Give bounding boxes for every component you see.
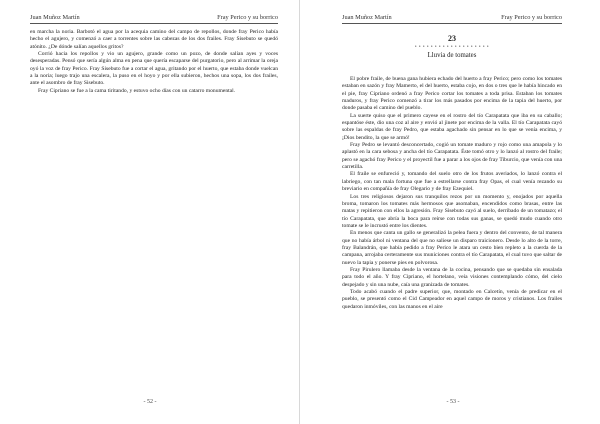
running-head-author: Juan Muñoz Martín [30,14,80,21]
paragraph: La suerte quiso que el primero cayese en el rostro del tío Carapatata que iba en su caballo; espantóse éste, dio una coz al aire y envió al jinete por encima de la valla. El tío Carapatata cayó sobre las espaldas de fray Pedro, que estaba agachado sin pensar en lo que se venía encima, y ¡Dios bendito, la que se armó! [342,112,562,141]
body-text [342,76,562,311]
paragraph: Corrió hacia los repollos y vio un agujero, grande como un pozo, de donde salían ayes y voces desesperadas. Pensó que sería algún alma en pena que quería escaparse del purgatorio, pero al arrimar la oreja oyó la voz de fray Perico. Fray Sisebuto fue a cortar el agua, gritando por el huerto, que estaba donde vuelcan a la noria; luego trajo una escalera, la puso en el hoyo y por ella subieron, hechos una sopa, los dos frailes, ante el asombro de fray Sisebuto. [30,51,278,87]
body-text [30,29,278,95]
paragraph: en marcha la noria. Barbotó el agua por la acequia camino del campo de repollos, donde fray Perico había hecho el agujero, y comenzó a caer a torrentes sobre las cabezas de los dos frailes. Fray Sisebuto se quedó atónito. ¿De dónde salían aquellos gritos? [30,29,278,50]
page-number: - 52 - [143,399,157,405]
paragraph: El fraile se enfureció y, tomando del suelo otro de los frutos averiados, lo lanzó contra el labriego, con tan mala fortuna que fue a estrellarse contra fray Opas, el cual venía rezando su breviario en compañía de fray Olegario y de fray Ezequiel. [342,171,562,193]
paragraph: Los tres religiosos dejaron sus tranquilos rezos por un momento y, enojados por aquella broma, tomaron los tomates más hermosos que asomaban, encendidos como brasas, entre las matas y repitieron con ellos la agresión. Fray Sisebuto cayó al suelo, derribado de un tomatazo; el tío Carapatata, que abría la boca para reírse con todas sus ganas, se quedó mudo cuando otro tomate se le incrustó entre los dientes. [342,193,562,229]
paragraph: Todo acabó cuando el padre superior, que, montado en Calcetín, venía de predicar en el pueblo, se presentó como el Cid Campeador en aquel campo de moros y cristianos. Los frailes quedaron inmóviles, con las manos en el aire [342,288,562,310]
running-head-author: Juan Muñoz Martín [342,14,392,21]
paragraph: En menos que canta un gallo se generalizó la pelea fuera y dentro del convento, de tal manera que no había árbol ni ventana del que no saliese un disparo traicionero. Desde lo alto de la torre, fray Balandrán, que había pedido a fray Perico le atara un cesto bien repleto a la cuerda de la campana, arrojaba certeramente sus municiones contra el tío Carapatata, el cual tuvo que saltar de nuevo la tapia y ponerse pies en polvorosa. [342,230,562,266]
chapter-ornament: • • • • • • • • • • • • • • • • • • • [414,45,490,50]
right-page [300,0,600,424]
running-head-title: Fray Perico y su borrico [217,14,278,21]
paragraph: Fray Pedro se levantó desconcertado, cogió un tomate maduro y rojo como una amapola y lo aplastó en la cara sebosa y ancha del tío Carapatata. Éste tomó otro y lo lanzó al rostro del fraile; pero se agachó fray Perico y el proyectil fue a parar a los ojos de fray Tiburcio, que venía con una carretilla. [342,142,562,171]
paragraph: Fray Cipriano se fue a la cama tiritando, y estuvo ocho días con un catarro monumental. [38,87,236,94]
header-rule [342,23,562,24]
running-head-title: Fray Perico y su borrico [501,14,562,21]
paragraph: Fray Pirulero llamaba desde la ventana de la cocina, pensando que se quedaba sin ensalada para todo el año. Y fray Cipriano, el hortelano, veía visiones contemplando cómo, del cielo despejado y sin una nube, caía una granizada de tomates. [342,266,562,288]
chapter-number: 23 [448,34,456,43]
paragraph: El pobre fraile, de buena gana hubiera echado del huerto a fray Perico; pero como los tomates estaban en sazón y fray Mamerto, el del huerto, estaba cojo, en dos o tres que le había hincado en el pie, fray Cipriano ordenó a fray Perico cortar los tomates a toda prisa. Estaban los tomates maduros, y fray Perico comenzó a tirar los más pasados por encima de la tapia del huerto, por donde pasaba el camino del pueblo. [342,76,562,112]
header-rule [30,23,278,24]
chapter-title: Lluvia de tomates [427,52,477,59]
chapter-heading [342,34,562,61]
page-number: - 53 - [446,399,460,405]
